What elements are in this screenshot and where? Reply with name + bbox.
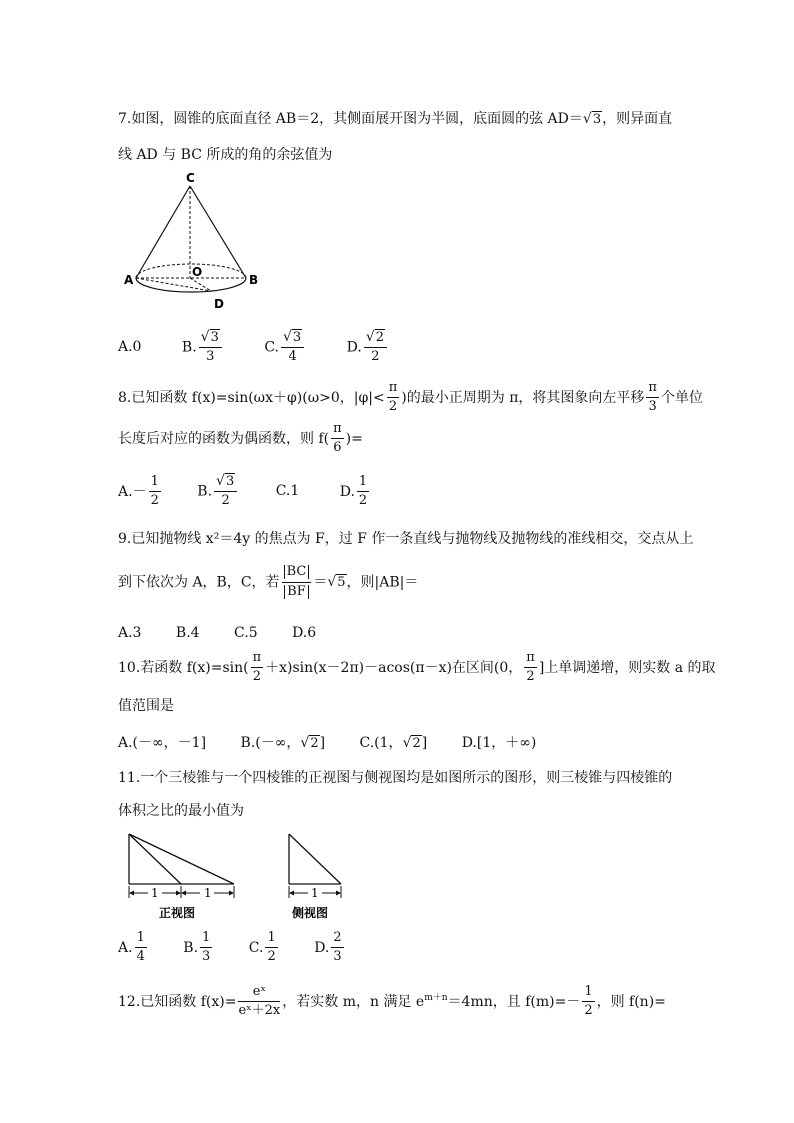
q10-option-a[interactable]: A.(－∞，－1] [118, 735, 207, 751]
q11-option-d[interactable]: D. $\frac{2}{3}$ [314, 930, 342, 965]
q11-option-a[interactable]: A. $\frac{1}{4}$ [118, 930, 145, 965]
q9-line1: 9.已知抛物线 x²＝4y 的焦点为 F，过 F 作一条直线与抛物线及抛物线的准线相交，交点从上 [118, 531, 694, 547]
q12-line1: 12.已知函数 f(x)= $\frac{\text{eˣ}}{\text{eˣ＋2x}}$ ，若实数 m，n 满足 $e^{m+n}=4mn$，且 f(m)=－ $\frac{1}{2}$ ，则 f(n)= [118, 984, 666, 1019]
q8-line1: 8.已知函数 f(x)=sin(ωx＋φ)(ω>0，|φ|< $\frac{\pi}{2}$ )的最小正周期为 π，将其图象向左平移 $\frac{\pi}{3}$ 个单位 [118, 380, 703, 415]
q7-option-a[interactable]: A.0 [118, 339, 142, 356]
side-dim-1: 1 [311, 886, 319, 900]
front-dim-2: 1 [204, 886, 212, 900]
q10-option-b[interactable]: B.(－∞，√2] [240, 735, 326, 751]
front-dim-1: 1 [151, 886, 159, 900]
q8-option-a[interactable]: A.－ $\frac{1}{2}$ [118, 473, 159, 508]
q8-line2: 长度后对应的函数为偶函数，则 f( $\frac{\pi}{6}$ )= [118, 421, 363, 456]
q7-sqrt: √3 [582, 111, 602, 127]
front-view-label: 正视图 [159, 906, 196, 920]
q7-text: 7.如图，圆锥的底面直径 AB＝2，其侧面展开图为半圆，底面圆的弦 AD＝ [118, 111, 583, 127]
q10-line2: 值范围是 [118, 698, 174, 714]
q11-line2: 体积之比的最小值为 [118, 803, 244, 819]
q7-line2: 线 AD 与 BC 所成的角的余弦值为 [118, 147, 333, 163]
q11-option-c[interactable]: C. $\frac{1}{2}$ [248, 930, 276, 965]
q11-options [118, 931, 346, 965]
q8-option-b[interactable]: B. $\frac{√3}{2}$ [197, 474, 239, 509]
three-view-figure [118, 828, 358, 924]
side-view-label: 侧视图 [292, 906, 329, 920]
q7-options [118, 330, 389, 365]
q10-option-d[interactable]: D.[1，＋∞) [461, 735, 537, 751]
q11-option-b[interactable]: B. $\frac{1}{3}$ [183, 930, 211, 965]
q9-option-d[interactable]: D.6 [292, 625, 317, 641]
q10-option-c[interactable]: C.(1，√2] [359, 735, 428, 751]
q9-option-c[interactable]: C.5 [234, 625, 258, 641]
q9-options [118, 626, 316, 640]
label-o: O [192, 265, 203, 279]
q11-line1: 11.一个三棱锥与一个四棱锥的正视图与侧视图均是如图所示的图形，则三棱锥与四棱锥的 [118, 770, 673, 786]
q8-option-d[interactable]: D. $\frac{1}{2}$ [339, 473, 368, 508]
label-d: D [214, 297, 224, 311]
q10-options [118, 736, 536, 750]
q7-line1: 7.如图，圆锥的底面直径 AB＝2，其侧面展开图为半圆，底面圆的弦 AD＝√3，则异面直 [118, 111, 673, 127]
label-b: B [249, 273, 259, 287]
q8-options [118, 474, 371, 509]
front-view [129, 834, 234, 920]
cone-figure [118, 170, 268, 315]
q9-option-a[interactable]: A.3 [118, 625, 142, 641]
q9-line2: 到下依次为 A，B，C，若 $\frac{BC}{BF}$ ＝√5，则|AB|＝ [118, 564, 419, 599]
label-a: A [124, 273, 134, 287]
q7-option-d[interactable]: D. $\frac{√2}{2}$ [347, 330, 389, 365]
side-view [289, 834, 341, 920]
label-c: C [186, 171, 195, 185]
q8-option-c[interactable]: C.1 [275, 483, 300, 500]
q9-option-b[interactable]: B.4 [175, 625, 200, 641]
q7-option-c[interactable]: C. $\frac{√3}{4}$ [264, 330, 306, 365]
q10-line1: 10.若函数 f(x)=sin( $\frac{\pi}{2}$ ＋x)sin(x－2π)－acos(π－x)在区间(0， $\frac{\pi}{2}$ ]上单调递增，则实数 a 的取 [118, 650, 716, 685]
q7-option-b[interactable]: B. $\frac{√3}{3}$ [182, 330, 224, 365]
